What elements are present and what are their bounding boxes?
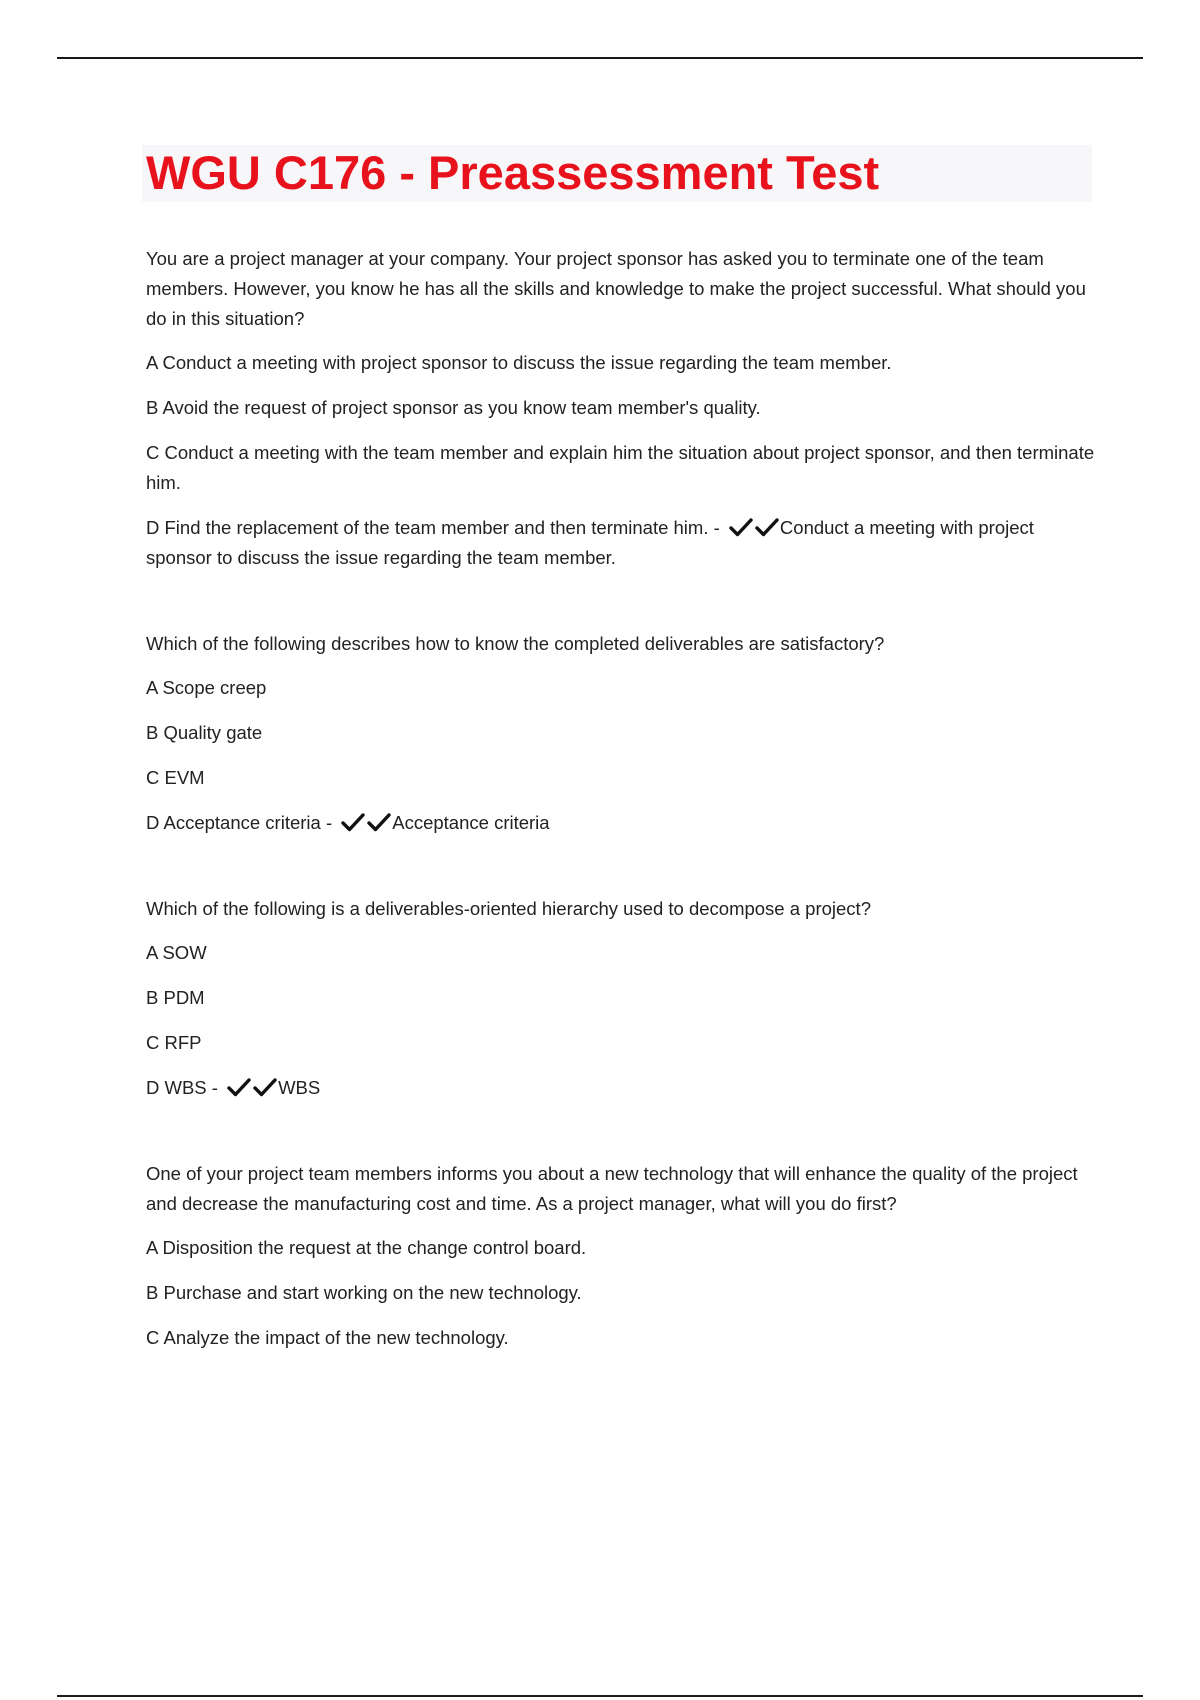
question-text: Which of the following is a deliverables-oriented hierarchy used to decompose a project?: [146, 898, 871, 919]
option-b: B Quality gate: [146, 722, 263, 743]
question-1: [146, 244, 1096, 573]
correct-answer: Conduct a meeting with project sponsor to discuss the issue regarding the team member.: [146, 517, 1034, 568]
option-b: B Avoid the request of project sponsor as you know team member's quality.: [146, 397, 761, 418]
option-a: A Disposition the request at the change control board.: [146, 1237, 587, 1258]
correct-answer: WBS: [278, 1077, 321, 1098]
question-3: [146, 894, 1096, 1103]
option-b: B Purchase and start working on the new technology.: [146, 1282, 582, 1303]
option-d-with-answer: [146, 513, 1096, 573]
option-d: D Find the replacement of the team member and then terminate him. -: [146, 517, 720, 538]
option-d-with-answer: [146, 808, 1096, 838]
answer-checkmarks: [728, 517, 780, 538]
option-b: B PDM: [146, 987, 205, 1008]
option-d-with-answer: [146, 1073, 1096, 1103]
check-icon: [227, 1077, 251, 1097]
check-icon: [755, 517, 779, 537]
question-4: [146, 1159, 1096, 1353]
check-icon: [341, 812, 365, 832]
answer-checkmarks: [226, 1077, 278, 1098]
option-c: C Analyze the impact of the new technology.: [146, 1327, 509, 1348]
page-title: WGU C176 - Preassessment Test: [146, 146, 880, 199]
top-rule: [57, 57, 1143, 59]
check-icon: [729, 517, 753, 537]
option-c: C RFP: [146, 1032, 202, 1053]
question-text: You are a project manager at your company. Your project sponsor has asked you to terminate one of the team members. However, you know he has all the skills and knowledge to make the project successful. What should you do in this situation?: [146, 248, 1086, 329]
option-a: A Scope creep: [146, 677, 267, 698]
question-text: Which of the following describes how to know the completed deliverables are satisfactory?: [146, 633, 885, 654]
bottom-rule: [57, 1695, 1143, 1697]
answer-checkmarks: [340, 812, 392, 833]
option-d: D WBS -: [146, 1077, 218, 1098]
check-icon: [253, 1077, 277, 1097]
question-text: One of your project team members informs you about a new technology that will enhance the quality of the project and decrease the manufacturing cost and time. As a project manager, what will you do first?: [146, 1163, 1078, 1214]
option-c: C Conduct a meeting with the team member and explain him the situation about project sponsor, and then terminate him.: [146, 442, 1095, 493]
option-c: C EVM: [146, 767, 205, 788]
correct-answer: Acceptance criteria: [392, 812, 550, 833]
question-list: [146, 244, 1096, 1368]
option-d: D Acceptance criteria -: [146, 812, 333, 833]
check-icon: [367, 812, 391, 832]
question-2: [146, 629, 1096, 838]
option-a: A Conduct a meeting with project sponsor to discuss the issue regarding the team member.: [146, 352, 892, 373]
option-a: A SOW: [146, 942, 207, 963]
